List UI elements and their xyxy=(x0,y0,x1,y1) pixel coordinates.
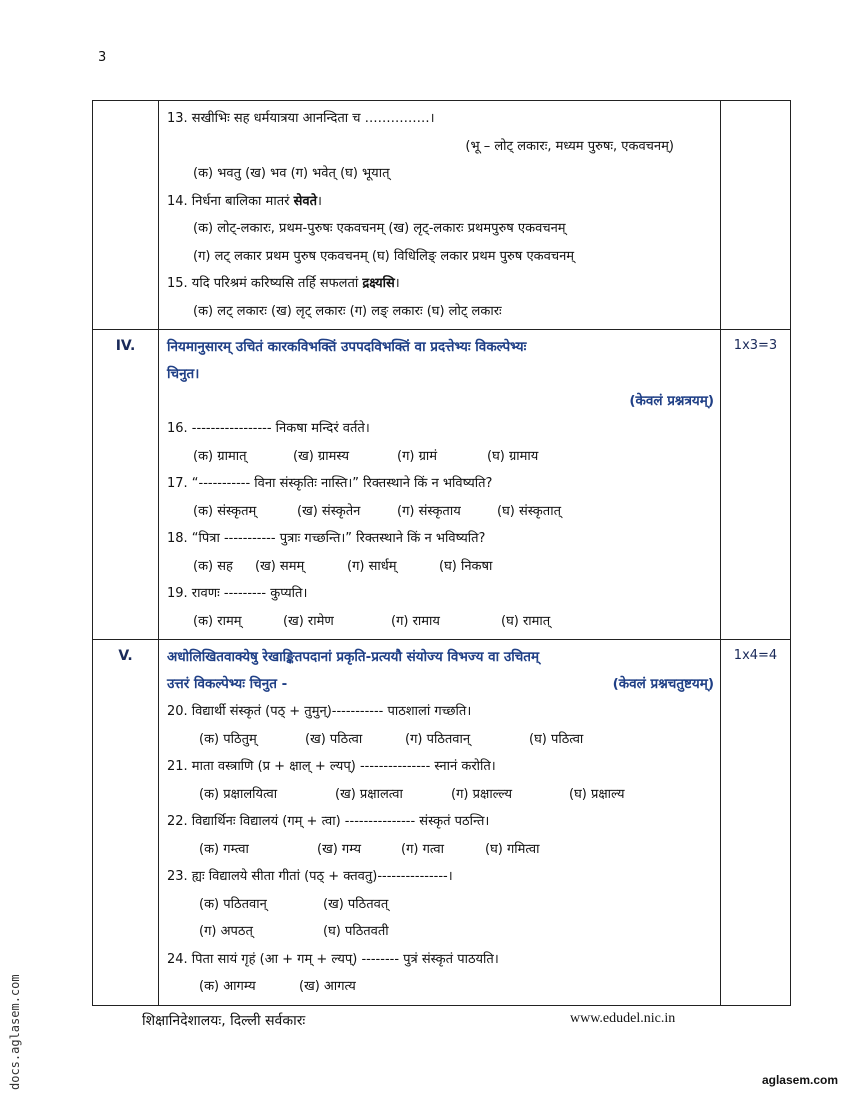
question-table xyxy=(92,100,791,1006)
question-20-option-a: (क) पठितुम् xyxy=(199,731,257,747)
section-4-instruction-note: (केवलं प्रश्नत्रयम्) xyxy=(629,393,714,409)
section-5-instruction-note: (केवलं प्रश्नचतुष्टयम्) xyxy=(612,676,714,692)
question-21: 21. माता वस्त्राणि (प्र + क्षाल् + ल्यप्) --------------- स्नानं करोति। xyxy=(167,759,496,774)
question-20-option-b: (ख) पठित्वा xyxy=(305,731,363,747)
question-23-options-2 xyxy=(167,918,714,946)
section-5-marks: 1x4=4 xyxy=(721,640,791,1006)
footer-website-link[interactable]: www.edudel.nic.in xyxy=(570,1011,676,1026)
page-number: 3 xyxy=(98,50,107,65)
question-16-option-a: (क) ग्रामात् xyxy=(193,448,247,464)
question-13-options: (क) भवतु (ख) भव (ग) भवेत् (घ) भूयात् xyxy=(193,166,390,181)
question-18-option-b: (ख) समम् xyxy=(255,558,305,574)
question-24: 24. पिता सायं गृहं (आ + गम् + ल्यप्) -------- पुत्रं संस्कृतं पाठयति। xyxy=(167,951,499,967)
section-3-row xyxy=(93,101,791,330)
question-17-options xyxy=(167,498,714,526)
question-22-option-a: (क) गम्त्वा xyxy=(199,841,249,857)
question-23-options-1 xyxy=(167,891,714,919)
question-17-option-a: (क) संस्कृतम् xyxy=(193,503,257,519)
question-21-option-a: (क) प्रक्षालयित्वा xyxy=(199,786,278,802)
question-19-options xyxy=(167,608,714,636)
question-22: 22. विद्यार्थिनः विद्यालयं (गम् + त्वा) --------------- संस्कृतं पठन्ति। xyxy=(167,814,490,829)
question-21-option-d: (घ) प्रक्षाल्य xyxy=(569,786,625,802)
question-20-option-d: (घ) पठित्वा xyxy=(529,731,584,747)
question-20-options xyxy=(167,726,714,754)
section-5-instruction-row xyxy=(167,671,714,698)
section-5-row xyxy=(93,640,791,1006)
footer-directorate: शिक्षानिदेशालयः, दिल्ली सर्वकारः xyxy=(142,1013,306,1029)
question-17: 17. “----------- विना संस्कृतिः नास्ति।” रिक्तस्थाने किं न भविष्यति? xyxy=(167,476,493,491)
question-19: 19. रावणः --------- कुप्यति। xyxy=(167,586,308,601)
question-23-option-d: (घ) पठितवती xyxy=(323,924,389,939)
question-19-option-d: (घ) रामात् xyxy=(501,613,551,629)
section-4-instruction-1: नियमानुसारम् उचितं कारकविभक्तिं उपपदविभक्तिं वा प्रदत्तेभ्यः विकल्पेभ्यः xyxy=(167,339,527,355)
question-18-option-c: (ग) सार्धम् xyxy=(347,558,397,574)
section-5-instruction-2: उत्तरं विकल्पेभ्यः चिनुत - xyxy=(167,676,288,692)
question-20-option-c: (ग) पठितवान् xyxy=(405,731,471,747)
question-22-option-d: (घ) गमित्वा xyxy=(485,841,540,857)
question-14 xyxy=(167,188,714,216)
section-3-questions xyxy=(159,101,721,330)
section-4-row xyxy=(93,330,791,640)
question-16-options xyxy=(167,443,714,471)
question-23-option-c: (ग) अपठत् xyxy=(199,924,253,939)
question-14-options-1: (क) लोट्-लकारः, प्रथम-पुरुषः एकवचनम् (ख) लृट्-लकारः प्रथमपुरुष एकवचनम् xyxy=(193,221,566,236)
question-15 xyxy=(167,270,714,298)
question-24-option-a: (क) आगम्य xyxy=(199,979,256,994)
question-22-option-c: (ग) गत्वा xyxy=(401,841,444,857)
question-16-option-b: (ख) ग्रामस्य xyxy=(293,448,349,464)
question-18-option-d: (घ) निकषा xyxy=(439,558,493,574)
question-13: 13. सखीभिः सह धर्मयात्रया आनन्दिता च ……………। xyxy=(167,111,435,126)
section-4-number: IV. xyxy=(93,330,159,640)
question-17-option-b: (ख) संस्कृतेन xyxy=(297,503,361,519)
question-19-option-b: (ख) रामेण xyxy=(283,613,334,629)
question-21-options xyxy=(167,781,714,809)
question-16-option-d: (घ) ग्रामाय xyxy=(487,448,539,464)
section-4-instruction-2: चिनुत। xyxy=(167,366,200,382)
brand-watermark: aglasem.com xyxy=(761,1073,838,1087)
question-19-option-a: (क) रामम् xyxy=(193,613,242,629)
section-5-questions xyxy=(159,640,721,1006)
question-23-option-b: (ख) पठितवत् xyxy=(323,896,389,912)
question-22-option-b: (ख) गम्य xyxy=(317,841,361,857)
section-5-instruction-1: अधोलिखितवाक्येषु रेखाङ्कितपदानां प्रकृति-प्रत्ययौ संयोज्य विभज्य वा उचितम् xyxy=(167,649,540,665)
section-3-marks-cell xyxy=(721,101,791,330)
question-14-text: 14. निर्धना बालिका मातरं xyxy=(167,193,294,209)
question-17-option-c: (ग) संस्कृताय xyxy=(397,503,461,519)
section-4-questions xyxy=(159,330,721,640)
section-4-marks: 1x3=3 xyxy=(721,330,791,640)
question-23-option-a: (क) पठितवान् xyxy=(199,896,267,912)
question-15-options: (क) लट् लकारः (ख) लृट् लकारः (ग) लङ् लकारः (घ) लोट् लकारः xyxy=(193,303,502,319)
question-21-option-c: (ग) प्रक्षाल्ल्य xyxy=(451,786,513,802)
question-24-option-b: (ख) आगत्य xyxy=(299,979,356,994)
question-17-option-d: (घ) संस्कृतात् xyxy=(497,503,561,519)
question-14-end: । xyxy=(317,193,322,209)
question-18: 18. “पित्रा ----------- पुत्राः गच्छन्ति।” रिक्तस्थाने किं न भविष्यति? xyxy=(167,531,486,546)
question-14-options-2: (ग) लट् लकार प्रथम पुरुष एकवचनम् (घ) विधिलिङ् लकार प्रथम पुरुष एकवचनम् xyxy=(193,248,575,264)
sidebar-watermark-url: docs.aglasem.com xyxy=(8,974,22,1090)
question-16: 16. ----------------- निकषा मन्दिरं वर्तते। xyxy=(167,421,370,436)
question-15-text: 15. यदि परिश्रमं करिष्यसि तर्हि सफलतां xyxy=(167,276,363,291)
question-19-option-c: (ग) रामाय xyxy=(391,613,440,629)
question-16-option-c: (ग) ग्रामं xyxy=(397,448,438,464)
question-15-underlined-word: द्रक्ष्यसि xyxy=(362,276,395,291)
question-15-end: । xyxy=(394,276,400,291)
question-18-option-a: (क) सह xyxy=(193,558,233,574)
question-13-hint: (भू – लोट् लकारः, मध्यम पुरुषः, एकवचनम्) xyxy=(465,138,674,154)
question-24-options xyxy=(167,973,714,1001)
question-22-options xyxy=(167,836,714,864)
question-14-underlined-word: सेवते xyxy=(293,193,317,209)
question-20: 20. विद्यार्थी संस्कृतं (पठ् + तुमुन्)----------- पाठशालां गच्छति। xyxy=(167,704,472,719)
section-3-number-cell xyxy=(93,101,159,330)
section-5-number: V. xyxy=(93,640,159,1006)
question-23: 23. ह्यः विद्यालये सीता गीतां (पठ् + क्तवतु)---------------। xyxy=(167,869,453,884)
question-18-options xyxy=(167,553,714,581)
question-21-option-b: (ख) प्रक्षालत्वा xyxy=(335,786,403,802)
